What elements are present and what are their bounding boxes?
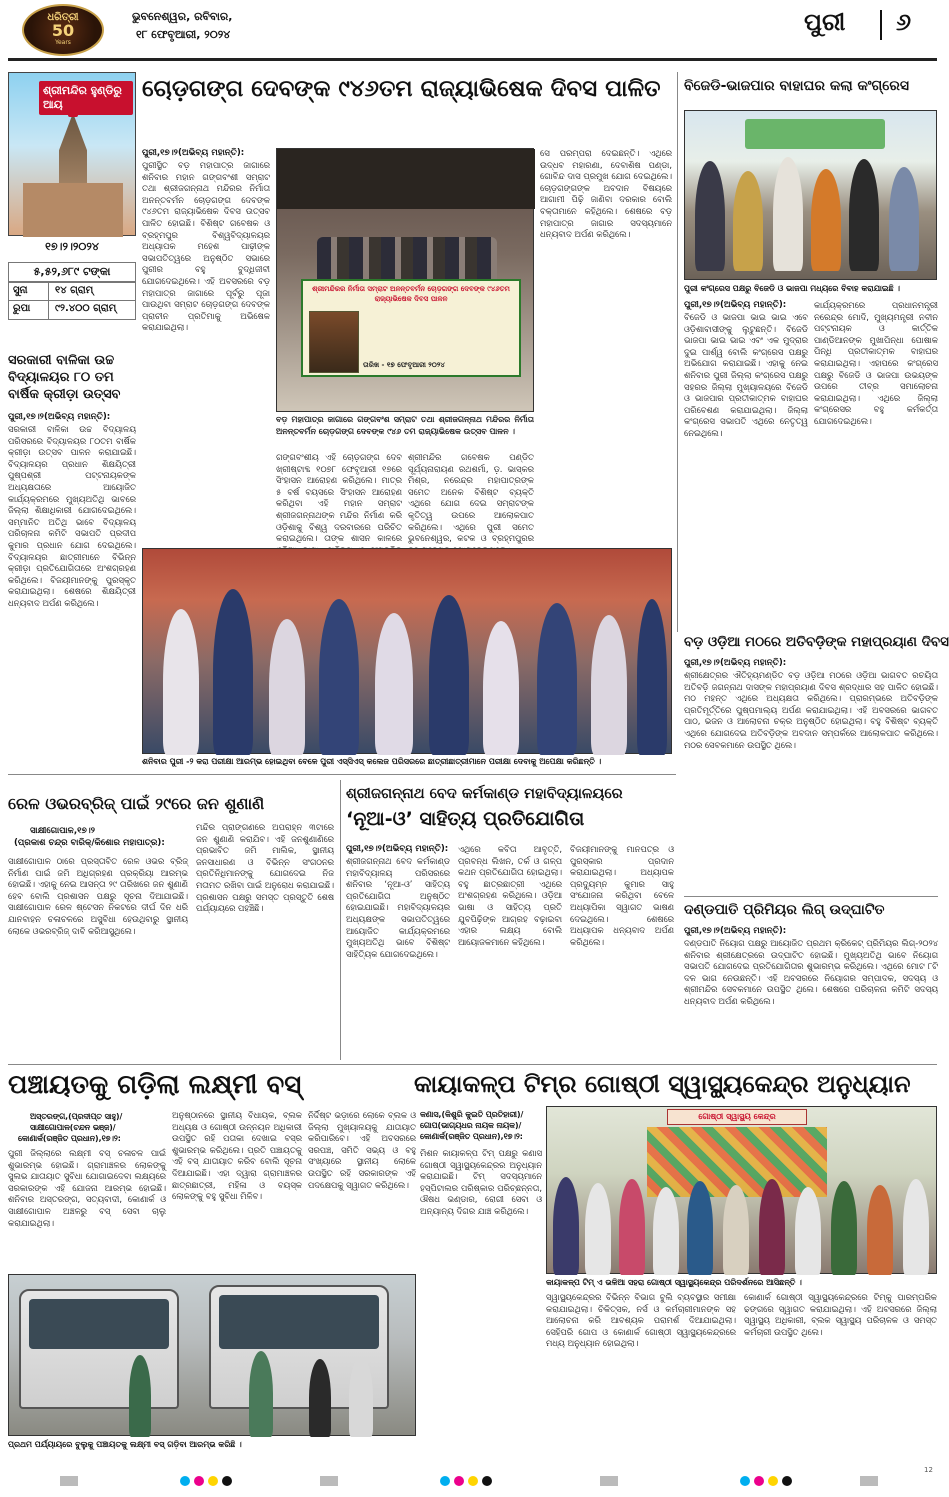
- kayakalpa-dateline-1: କଣାସ,(କିଶୁରି କୁଇତି ପ୍ରତିହାରୀ)/: [420, 1110, 524, 1119]
- kayakalpa-dateline-2: ଗୋପ(ଭାଗ୍ୟଧର ନାୟକ ନାୟକ)/: [420, 1121, 522, 1130]
- coronation-headline: ଚୋଡ଼ଗଙ୍ଗ ଦେବଙ୍କ ୯୪୬ତମ ରାଜ୍ୟାଭିଷେକ ଦିବସ ପାଳିତ: [142, 76, 661, 102]
- congress-headline: ବିଜେଡି-ଭାଜପାର ବାହାଘର କଲା କଂଗ୍ରେସ: [684, 78, 909, 94]
- yellow-dot: [468, 1476, 478, 1486]
- veda-rule: [340, 780, 341, 1060]
- masthead-rule: [8, 58, 937, 61]
- veda-dateline: ପୁରୀ,୧୭।୨(ଅଭିବ୍ୟ ମହାନ୍ତି):: [346, 844, 449, 854]
- veda-col-1: ଶ୍ରୀଜଗନ୍ନାଥ ବେଦ କର୍ମକାଣ୍ଡ ମହାବିଦ୍ୟାଳୟ ପରିସରରେ ଶନିବାର ‘ନୂଆ-ଓ’ ସାହିତ୍ୟ ପ୍ରତିଯୋଗିତା ଅନୁଷ୍ଠିତ ହୋଇଯାଇଛି। ମହାବିଦ୍ୟାଳୟର ଅଧ୍ୟକ୍ଷଙ୍କ ସଭାପତିତ୍ୱରେ ଆୟୋଜିତ କାର୍ଯ୍ୟକ୍ରମରେ ମୁଖ୍ୟଅତିଥି ଭାବେ ବିଶିଷ୍ଟ ସାହିତ୍ୟିକ ଯୋଗଦେଇଥିଲେ।: [346, 856, 450, 959]
- congress-col-2: କାର୍ଯ୍ୟକ୍ରମରେ ପ୍ରଧାନମନ୍ତ୍ରୀ ନରେନ୍ଦ୍ର ମୋଦି, ମୁଖ୍ୟମନ୍ତ୍ରୀ ନବୀନ ପଟ୍ଟନାୟକ ଓ କାର୍ତ୍ତିକ ପାଣ୍ଡିଆନଙ୍କ ମୁଖାପିନ୍ଧା ପୋଷାକ ପିନ୍ଧି ପ୍ରତୀକାତ୍ମକ ବାହାଘର କରାଯାଇଥିଲା। ଏହାପରେ କଂଗ୍ରେସ ପକ୍ଷରୁ ବିଜେଡି ଓ ଭାଜପା ଉଭୟଙ୍କ ଉପରେ ତୀବ୍ର ସମାଲୋଚନା କରାଯାଇଥିଲା। ଏଥିରେ ଜିଲ୍ଲା କଂଗ୍ରେସର ବହୁ କର୍ମକର୍ତ୍ତା ଯୋଗଦେଇଥିଲେ।: [814, 300, 938, 426]
- silver-label: ରୁପା: [9, 301, 49, 319]
- bus-dateline-1: ଅସ୍ତରଙ୍ଗ,(ପ୍ରଦୀପ୍ତ ସାହୁ)/: [30, 1112, 123, 1121]
- black-dot: [222, 1476, 232, 1486]
- rail-col-2: ମନ୍ଦିର ପ୍ରାଙ୍ଗଣରେ ଅପରାହ୍ନ ୩ଟାରେ ଜନ ଶୁଣାଣି କରାଯିବ। ଏହି ଜନଶୁଣାଣିରେ ପ୍ରଭାବିତ ଜମି ମାଲିକ, ସ୍ଥାନୀୟ ଜନସାଧାରଣ ଓ ବିଭିନ୍ନ ସଂଗଠନର ପ୍ରତିନିଧିମାନଙ୍କୁ ଯୋଗଦେଇ ନିଜ ମତାମତ ରଖିବା ପାଇଁ ଅନୁରୋଧ କରାଯାଇଛି। ପ୍ରଶାସନ ପକ୍ଷରୁ ସମସ୍ତ ପ୍ରସ୍ତୁତି ଶେଷ ପର୍ଯ୍ୟାୟରେ ପହଞ୍ଚିଛି।: [196, 822, 334, 914]
- srimandir-title: ଶ୍ରୀମନ୍ଦିର ହୁଣ୍ଡିରୁ ଆୟ: [39, 81, 133, 115]
- gold-label: ସୁନା: [9, 283, 49, 300]
- dharitri-50-logo: [22, 4, 104, 56]
- cmyk-dots-center: [440, 1476, 492, 1486]
- column-rule-right: [677, 72, 678, 632]
- srimandir-date: ୧୭।୨।୨୦୨୪: [45, 240, 99, 253]
- magenta-dot: [194, 1476, 204, 1486]
- footer-gray-block-2: [320, 1476, 338, 1486]
- bus-caption: ପ୍ରଥମ ପର୍ଯ୍ୟାୟରେ ବୁଲୁକୁ ପଞ୍ଚାୟତକୁ ଲକ୍ଷ୍ମୀ ବସ୍ ଗଡ଼ିବା ଆରମ୍ଭ କରିଛି ।: [8, 1440, 242, 1449]
- coronation-col-4: ସେ ପରମ୍ପରା ଦେଇଛନ୍ତି। ଏଥିରେ ଉଦ୍ଧବ ମହାରଣା, ଦେବାଶିଷ ପଣ୍ଡା, ଗୋବିନ୍ଦ ଦାସ ପ୍ରମୁଖ ଯୋଗ ଦେଇଥିଲେ। ଚୋଡ଼ଗଙ୍ଗଙ୍କ ଅବଦାନ ବିଷୟରେ ଆଗାମୀ ପିଢ଼ି ଜାଣିବା ଦରକାର ବୋଲି ବକ୍ତାମାନେ କହିଥିଲେ। ଶେଷରେ ବଡ଼ ମହାପାତ୍ର ଜାଗାର ସଦସ୍ୟମାନେ ଧନ୍ୟବାଦ ଅର୍ପଣ କରିଥିଲେ।: [540, 148, 672, 240]
- masthead: [0, 0, 945, 60]
- badaodia-body: ଶ୍ରୀକ୍ଷେତ୍ରର ଐତିହ୍ୟମଣ୍ଡିତ ବଡ଼ ଓଡ଼ିଆ ମଠରେ ଓଡ଼ିଆ ଭାଗବତ ରଚୟିତା ଅତିବଡ଼ି ଜଗନ୍ନାଥ ଦାସଙ୍କ ମହାପ୍ରୟାଣ ଦିବସ ଶ୍ରଦ୍ଧାର ସହ ପାଳିତ ହୋଇଛି। ମଠ ମହନ୍ତ ଏଥିରେ ଅଧ୍ୟକ୍ଷତା କରିଥିଲେ। ପ୍ରାରମ୍ଭରେ ଅତିବଡ଼ିଙ୍କ ପ୍ରତିମୂର୍ତ୍ତିରେ ପୁଷ୍ପମାଲ୍ୟ ଅର୍ପଣ କରାଯାଇଥିଲା। ଏହି ଅବସରରେ ଭାଗବତ ପାଠ, ଭଜନ ଓ ଆଲୋଚନା ଚକ୍ର ଅନୁଷ୍ଠିତ ହୋଇଥିଲା। ବହୁ ବିଶିଷ୍ଟ ବ୍ୟକ୍ତି ଏଥିରେ ଯୋଗଦେଇ ଅତିବଡ଼ିଙ୍କ ଅବଦାନ ସମ୍ପର୍କରେ ଆଲୋକପାତ କରିଥିଲେ। ମଠର ସେବକମାନେ ଉପସ୍ଥିତ ଥିଲେ।: [684, 670, 938, 750]
- kayakalpa-headline: କାୟାକଳ୍ପ ଟିମ୍‌ର ଗୋଷ୍ଠୀ ସ୍ୱାସ୍ଥ୍ୟକେନ୍ଦ୍ର ଅନୁଧ୍ୟାନ: [414, 1070, 911, 1098]
- row-gold: [9, 283, 135, 301]
- temple-image: [23, 113, 123, 237]
- coronation-dateline: ପୁରୀ,୧୭।୨(ଅଭିବ୍ୟ ମହାନ୍ତି):: [142, 148, 245, 158]
- footer-gray-block-4: [860, 1476, 878, 1486]
- cyan-dot: [440, 1476, 450, 1486]
- dandapati-body: ଦଣ୍ଡପାତି ନିୟୋଗ ପକ୍ଷରୁ ଆୟୋଜିତ ପ୍ରଥମ କ୍ରିକେଟ୍ ପ୍ରିମିୟର ଲିଗ୍-୨୦୨୪ ଶନିବାର ଶ୍ରୀକ୍ଷେତ୍ରରେ ଉଦ୍‌ଘାଟିତ ହୋଇଛି। ମୁଖ୍ୟଅତିଥି ଭାବେ ନିୟୋଗ ସଭାପତି ଯୋଗଦେଇ ପ୍ରତିଯୋଗିତାର ଶୁଭାରମ୍ଭ କରିଥିଲେ। ଏଥିରେ ମୋଟ ୮ଟି ଦଳ ଭାଗ ନେଉଛନ୍ତି। ଏହି ଅବସରରେ ନିୟୋଗର ସମ୍ପାଦକ, ସଦସ୍ୟ ଓ ଶ୍ରୀମନ୍ଦିର ସେବକମାନେ ଉପସ୍ଥିତ ଥିଲେ। ଶେଷରେ ପରିଚାଳନା କମିଟି ସଦସ୍ୟ ଧନ୍ୟବାଦ ଅର୍ପଣ କରିଥିଲେ।: [684, 938, 938, 1006]
- dandapati-dateline: ପୁରୀ,୧୭।୨(ଅଭିବ୍ୟ ମହାନ୍ତି):: [684, 926, 787, 936]
- kayakalpa-caption: କାୟାକଳ୍ପ ଟିମ୍ ଏ ଭଳିଆ ସହରା ଗୋଷ୍ଠୀ ସ୍ୱାସ୍ଥ୍ୟକେନ୍ଦ୍ର ପରିଦର୍ଶନରେ ଆସିଛନ୍ତି ।: [546, 1278, 802, 1287]
- school-headline: ସରକାରୀ ବାଳିକା ଉଚ୍ଚ ବିଦ୍ୟାଳୟର ୮୦ ତମ ବାର୍ଷିକ କ୍ରୀଡ଼ା ଉତ୍ସବ: [8, 353, 121, 402]
- coronation-col-3: ଶ୍ରୀମନ୍ଦିର ଗବେଷକ ପଣ୍ଡିତ ସୂର୍ଯ୍ୟନାରାୟଣ ରଥଶର୍ମା, ଡ଼. ଭାସ୍କର ମିଶ୍ର, ନରେନ୍ଦ୍ର ମହାପାତ୍ରଙ୍କ ସମେତ ଅନେକ ବିଶିଷ୍ଟ ବ୍ୟକ୍ତି ଏଥିରେ ଯୋଗ ଦେଇ ସମ୍ରାଟଙ୍କ କୃତିତ୍ୱ ଉପରେ ଆଲୋକପାତ କରିଥିଲେ। ଏଥିରେ ପୁରୀ ସମେତ ଭୁବନେଶ୍ୱର, କଟକ ଓ ବ୍ରହ୍ମପୁରର: [408, 452, 534, 544]
- footer-gray-block-3: [600, 1476, 618, 1486]
- congress-caption: ପୁରୀ କଂଗ୍ରେସ ପକ୍ଷରୁ ବିଜେଡି ଓ ଭାଜପା ମଧ୍ୟରେ ବିବାହ କରାଯାଇଛି ।: [684, 284, 901, 293]
- badaodia-headline: ବଡ଼ ଓଡ଼ିଆ ମଠରେ ଅତିବଡ଼ିଙ୍କ ମହାପ୍ରୟାଣ ଦିବସ: [684, 634, 949, 650]
- school-body: ସରକାରୀ ବାଳିକା ଉଚ୍ଚ ବିଦ୍ୟାଳୟ ପରିସରରେ ବିଦ୍ୟାଳୟର ୮୦ତମ ବାର୍ଷିକ କ୍ରୀଡ଼ା ଉତ୍ସବ ପାଳନ କରାଯାଇଛି। ବିଦ୍ୟାଳୟର ପ୍ରଧାନ ଶିକ୍ଷୟିତ୍ରୀ ପୁଷ୍ପଶ୍ରୀ ପଟ୍ଟନାୟକଙ୍କ ଅଧ୍ୟକ୍ଷତାରେ ଆୟୋଜିତ କାର୍ଯ୍ୟକ୍ରମରେ ମୁଖ୍ୟଅତିଥି ଭାବରେ ଜିଲ୍ଲା ଶିକ୍ଷାଧିକାରୀ ଯୋଗଦେଇଥିଲେ। ସମ୍ମାନିତ ଅତିଥି ଭାବେ ବିଦ୍ୟାଳୟ ପରିଚାଳନା କମିଟି ସଭାପତି ପ୍ରଦୀପ କୁମାର ପ୍ରଧାନ ଯୋଗ ଦେଇଥିଲେ। ବିଦ୍ୟାଳୟର ଛାତ୍ରୀମାନେ ବିଭିନ୍ନ କ୍ରୀଡ଼ା ପ୍ରତିଯୋଗିତାରେ ଅଂଶଗ୍ରହଣ କରିଥିଲେ। ବିଜୟୀମାନଙ୍କୁ ପୁରସ୍କୃତ କରାଯାଇଥିଲା। ଶେଷରେ ଶିକ୍ଷୟିତ୍ରୀ ଧନ୍ୟବାଦ ଅର୍ପଣ କରିଥିଲେ।: [8, 424, 136, 608]
- congress-dateline: ପୁରୀ,୧୭।୨(ଅଭିବ୍ୟ ମହାନ୍ତି):: [684, 300, 787, 310]
- bus-photo: [8, 1274, 416, 1436]
- veda-col-2: ଏଥିରେ କବିତା ଆବୃତ୍ତି, ପ୍ରବନ୍ଧ ଲିଖନ, ତର୍କ ଓ ଗଳ୍ପ କଥନ ପ୍ରତିଯୋଗିତା ହୋଇଥିଲା। ବହୁ ଛାତ୍ରଛାତ୍ରୀ ଏଥିରେ ଅଂଶଗ୍ରହଣ କରିଥିଲେ। ଓଡ଼ିଆ ଭାଷା ଓ ସାହିତ୍ୟ ପ୍ରତି ଯୁବପିଢ଼ିଙ୍କ ଆଗ୍ରହ ବଢ଼ାଇବା ଏହାର ଲକ୍ଷ୍ୟ ବୋଲି ଆୟୋଜକମାନେ କହିଥିଲେ।: [458, 844, 562, 947]
- page-code: 12: [924, 1466, 933, 1474]
- bottom-rule: [8, 1064, 937, 1065]
- bus-col-1: ପୁରୀ ଜିଲ୍ଲାରେ ଲକ୍ଷ୍ମୀ ବସ୍ ଚଳାଚଳ ପାଇଁ ଶୁଭାରମ୍ଭ ହୋଇଛି। ଗ୍ରାମାଞ୍ଚଳର ଲୋକଙ୍କୁ ସୁଲଭ ଯାତାୟାତ ସୁବିଧା ଯୋଗାଇଦେବା ଲକ୍ଷ୍ୟରେ ସରକାରଙ୍କ ଏହି ଯୋଜନା ଆରମ୍ଭ ହୋଇଛି। ଶନିବାର ଅସ୍ତରଙ୍ଗ, ସତ୍ୟବାଦୀ, କୋଣାର୍କ ଓ ସାକ୍ଷୀଗୋପାଳ ଅଞ୍ଚଳରୁ ବସ୍ ସେବା ଚାଲୁ କରାଯାଇଥିଲା।: [8, 1148, 166, 1228]
- cmyk-dots-right: [740, 1476, 792, 1486]
- dandapati-headline: ଦଣ୍ଡପାତି ପ୍ରିମିୟର ଲିଗ୍ ଉଦ୍‌ଘାଟିତ: [684, 902, 885, 918]
- magenta-dot: [454, 1476, 464, 1486]
- cyan-dot: [740, 1476, 750, 1486]
- bus-left: [19, 1289, 179, 1409]
- coronation-col-1: ପୁରୀସ୍ଥିତ ବଡ଼ ମହାପାତ୍ର ଜାଗାରେ ଶନିବାର ମହାନ ଗଙ୍ଗବଂଶୀ ସମ୍ରାଟ ତଥା ଶ୍ରୀଜଗନ୍ନାଥ ମନ୍ଦିରର ନିର୍ମାତା ଅନନ୍ତବର୍ମନ ଚୋଡ଼ଗଙ୍ଗ ଦେବଙ୍କ ୯୪୬ତମ ରାଜ୍ୟାଭିଷେକ ଦିବସ ଉତ୍ସବ ପାଳିତ ହୋଇଛି। ବିଶିଷ୍ଟ ଗବେଷକ ଓ ବ୍ରହ୍ମପୁର ବିଶ୍ୱବିଦ୍ୟାଳୟର ଅଧ୍ୟାପକ ମହେଶ ପାଢ଼ୀଙ୍କ ସଭାପତିତ୍ୱରେ ଅନୁଷ୍ଠିତ ସଭାରେ ପୁରୀର ବହୁ ବୁଦ୍ଧିଜୀବୀ ଯୋଗଦେଇଥିଲେ। ଏହି ଅବସରରେ ବଡ଼ ମହାପାତ୍ର ଜାଗାରେ ପୂର୍ବରୁ ପୂଜା ପାଉଥିବା ସମ୍ରାଟ ଚୋଡ଼ଗଙ୍ଗ ଦେବଙ୍କ ପ୍ରାଚୀନ ପ୍ରତିମାକୁ ଅଭିଷେକ କରାଯାଇଥିଲା।: [142, 160, 270, 333]
- footer: [0, 1466, 945, 1497]
- yellow-dot: [768, 1476, 778, 1486]
- srimandir-cash: ୫,୫୨,୬୮୯ ଟଙ୍କା: [8, 262, 136, 282]
- coronation-caption: ବଡ଼ ମହାପାତ୍ର ଜାଗାରେ ଗଙ୍ଗବଂଶ ସମ୍ରାଟ ତଥା ଶ୍ରୀଜଗନ୍ନାଥ ମନ୍ଦିରର ନିର୍ମାତା ଅନନ୍ତବର୍ମନ ଚୋଡ଼ଗଙ୍ଗ ଦେବଙ୍କ ୯୪୬ ତମ ରାଜ୍ୟାଭିଷେକ ଉତ୍ସବ ପାଳନ ।: [276, 415, 534, 436]
- school-dateline: ପୁରୀ,୧୭।୨(ଅଭିବ୍ୟ ମହାନ୍ତି):: [8, 412, 111, 422]
- section-divider: [880, 10, 882, 40]
- black-dot: [482, 1476, 492, 1486]
- magenta-dot: [754, 1476, 764, 1486]
- coronation-photo: [276, 148, 534, 412]
- srimandir-box: [8, 72, 136, 236]
- logo-word: ଧରିତ୍ରୀ: [47, 12, 79, 23]
- bus-headline: ପଞ୍ଚାୟତକୁ ଗଡ଼ିଲା ଲକ୍ଷ୍ମୀ ବସ୍: [8, 1070, 302, 1100]
- rail-headline: ରେଳ ଓଭରବ୍ରିଜ୍ ପାଇଁ ୨୯ରେ ଜନ ଶୁଣାଣି: [8, 794, 265, 813]
- logo-number: 50: [51, 21, 75, 40]
- coronation-col-2: ଗଙ୍ଗବଂଶୀୟ ଏହି ଚୋଡ଼ଗଙ୍ଗ ଦେବ ଖ୍ରୀଷ୍ଟାବ୍ଦ ୧୦୭୮ ଫେବୃଆରୀ ୧୭ରେ ସିଂହାସନ ଆରୋହଣ କରିଥିଲେ। ମାତ୍ର ୫ ବର୍ଷ ବୟସରେ ସିଂହାସନ ଆରୋହଣ କରିଥିବା ଏହି ମହାନ ସମ୍ରାଟ ଶ୍ରୀଜଗନ୍ନାଥଙ୍କ ମନ୍ଦିର ନିର୍ମାଣ କରି ଓଡ଼ିଶାକୁ ବିଶ୍ୱ ଦରବାରରେ ପରିଚିତ କରାଇଥିଲେ। ତାଙ୍କ ଶାସନ କାଳରେ: [276, 452, 402, 544]
- health-centre-sign: [667, 1109, 807, 1125]
- congress-col-1: ବିଜେଡି ଓ ଭାଜପା ଭାଇ ଭାଇ ଏବେ ଓଡ଼ିଶାବାସୀଙ୍କୁ ଲୁଟୁଛନ୍ତି। ବିଜେଡି ଭାଜପା ଭାଇ ଭାଇ ଏବଂ ଏକ ମୁଦ୍ରାର ଦୁଇ ପାର୍ଶ୍ୱ ବୋଲି କଂଗ୍ରେସ ପକ୍ଷରୁ ଅଭିଯୋଗ କରାଯାଇଛି। ଏହାକୁ ନେଇ ଶନିବାର ପୁରୀ ଜିଲ୍ଲା କଂଗ୍ରେସ ପକ୍ଷରୁ ସହରର ଜିଲ୍ଲା ମୁଖ୍ୟାଳୟରେ ବିଜେଡି ଓ ଭାଜପାର ପ୍ରତୀକାତ୍ମକ ବାହାଘର ପରିବେଶଣ କରାଯାଇଥିଲା। ଜିଲ୍ଲା କଂଗ୍ରେସ ସଭାପତି ଏଥିରେ ନେତୃତ୍ୱ ନେଇଥିଲେ।: [684, 312, 808, 438]
- page-number: ୬: [896, 8, 912, 36]
- congress-photo: [684, 110, 937, 280]
- row-silver: [9, 301, 135, 319]
- bus-col-2: ଅନୁଷ୍ଠାନରେ ସ୍ଥାନୀୟ ବିଧାୟକ, ବ୍ଲକ ଅଧ୍ୟକ୍ଷ ଓ ଗୋଷ୍ଠୀ ଉନ୍ନୟନ ଅଧିକାରୀ ଉପସ୍ଥିତ ରହି ପତାକା ଦେଖାଇ ବସ୍‌ର ଶୁଭାରମ୍ଭ କରିଥିଲେ। ପ୍ରତି ପଞ୍ଚାୟତକୁ ଏହି ବସ୍ ଯାତାୟାତ କରିବ ବୋଲି ସୂଚନା ଦିଆଯାଇଛି। ଏହା ଦ୍ୱାରା ଗ୍ରାମାଞ୍ଚଳର ଛାତ୍ରଛାତ୍ରୀ, ମହିଳା ଓ ବୟସ୍କ ଲୋକଙ୍କୁ ବହୁ ସୁବିଧା ମିଳିବ।: [172, 1110, 302, 1202]
- place-day: ଭୁବନେଶ୍ୱର, ରବିବାର,: [132, 10, 233, 23]
- coronation-banner: [301, 279, 521, 377]
- veda-headline-2: ‘ନୂଆ-ଓ’ ସାହିତ୍ୟ ପ୍ରତିଯୋଗିତା: [346, 808, 585, 830]
- bus-dateline-2: ସାକ୍ଷୀଗୋପାଳ(ଚନ୍ଦନ ଭଞ୍ଜ)/: [30, 1123, 116, 1132]
- banner-text: ଶ୍ରୀମନ୍ଦିରର ନିର୍ମାତା ସମ୍ରାଟ ଅନନ୍ତବର୍ମନ ଚୋଡ଼ଗଙ୍ଗ ଦେବଙ୍କ ୯୪୬ତମ ରାଜ୍ୟାଭିଷେକ ଦିବସ ପାଳନ: [312, 285, 510, 303]
- exam-photo: [142, 548, 672, 754]
- deity-image: [309, 311, 359, 373]
- rail-col-1: ସାକ୍ଷୀଗୋପାଳ ଠାରେ ପ୍ରସ୍ତାବିତ ରେଳ ଓଭର ବ୍ରିଜ୍ ନିର୍ମାଣ ପାଇଁ ଜମି ଅଧିଗ୍ରହଣ ପ୍ରକ୍ରିୟା ଆରମ୍ଭ ହୋଇଛି। ଏହାକୁ ନେଇ ଆସନ୍ତା ୨୯ ତାରିଖରେ ଜନ ଶୁଣାଣି ହେବ ବୋଲି ପ୍ରଶାସନ ପକ୍ଷରୁ ସୂଚନା ଦିଆଯାଇଛି। ସାକ୍ଷୀଗୋପାଳ ରେଳ ଷ୍ଟେସନ ନିକଟରେ ଦୀର୍ଘ ଦିନ ଧରି ଯାନବାହନ ଚଳାଚଳରେ ଅସୁବିଧା ହେଉଥିବାରୁ ସ୍ଥାନୀୟ ଲୋକେ ଓଭରବ୍ରିଜ୍ ଦାବି କରିଆସୁଥିଲେ।: [8, 856, 188, 936]
- cyan-dot: [180, 1476, 190, 1486]
- kayakalpa-dateline-3: କୋଣାର୍କ(ରଞ୍ଜିତ ପ୍ରଧାନ),୧୭।୨:: [420, 1132, 523, 1141]
- cmyk-dots-left: [180, 1476, 232, 1486]
- black-dot: [782, 1476, 792, 1486]
- bus-col-3: ନିର୍ଦ୍ଦିଷ୍ଟ ଭଡ଼ାରେ ଲୋକେ ବ୍ଲକ ଓ ଜିଲ୍ଲା ମୁଖ୍ୟାଳୟକୁ ଯାତାୟାତ କରିପାରିବେ। ଏହି ଅବସରରେ ସରପଞ୍ଚ, ସମିତି ସଭ୍ୟ ଓ ବହୁ ସଂଖ୍ୟାରେ ସ୍ଥାନୀୟ ଲୋକେ ଉପସ୍ଥିତ ରହି ସରକାରଙ୍କ ଏହି ପଦକ୍ଷେପକୁ ସ୍ୱାଗତ କରିଥିଲେ।: [308, 1110, 416, 1190]
- rail-dateline-2: (ପ୍ରକାଶ ଚନ୍ଦ୍ର ବାରିକ୍‌/କିଶୋର ମହାପାତ୍ର):: [14, 838, 165, 848]
- section-name: ପୁରୀ: [804, 8, 846, 36]
- srimandir-table: [8, 282, 136, 320]
- footer-gray-block-1: [60, 1476, 78, 1486]
- badaodia-dateline: ପୁରୀ,୧୭।୨(ଅଭିବ୍ୟ ମହାନ୍ତି):: [684, 658, 787, 668]
- dandapati-rule: [684, 896, 938, 897]
- bus-dateline-3: କୋଣାର୍କ(ରଞ୍ଜିତ ପ୍ରଧାନ),୧୭।୨:: [18, 1134, 121, 1143]
- veda-headline-1: ଶ୍ରୀଜଗନ୍ନାଥ ବେଦ କର୍ମକାଣ୍ଡ ମହାବିଦ୍ୟାଳୟରେ: [346, 786, 623, 802]
- kayakalpa-col-1: ମିଶନ କାୟାକଳ୍ପ ଟିମ୍ ପକ୍ଷରୁ କଣାସ ଗୋଷ୍ଠୀ ସ୍ୱାସ୍ଥ୍ୟକେନ୍ଦ୍ରର ଅନୁଧ୍ୟାନ କରାଯାଇଛି। ଟିମ୍ ସଦସ୍ୟମାନେ ହସ୍ପିଟାଲର ପରିଷ୍କାର ପରିଚ୍ଛନ୍ନତା, ଔଷଧ ଭଣ୍ଡାର, ରୋଗୀ ସେବା ଓ ଅନ୍ୟାନ୍ୟ ଦିଗର ଯାଞ୍ଚ କରିଥିଲେ।: [420, 1148, 542, 1216]
- mid-rule: [8, 774, 676, 775]
- banner-date: ତାରିଖ - ୧୭ ଫେବୃଆରୀ ୨୦୨୪: [363, 361, 445, 369]
- rail-dateline: ସାକ୍ଷୀଗୋପାଳ,୧୭।୨: [30, 826, 95, 836]
- kayakalpa-col-2: ସ୍ୱାସ୍ଥ୍ୟକେନ୍ଦ୍ରର ବିଭିନ୍ନ ବିଭାଗ ବୁଲି ବ୍ୟବସ୍ଥାର ସମୀକ୍ଷା କରାଯାଇଥିଲା। ଚିକିତ୍ସକ, ନର୍ସ ଓ କର୍ମଚାରୀମାନଙ୍କ ସହ ଆଲୋଚନା କରି ଆବଶ୍ୟକ ପରାମର୍ଶ ଦିଆଯାଇଥିଲା। ସେହିପରି ଗୋପ ଓ କୋଣାର୍କ ଗୋଷ୍ଠୀ ସ୍ୱାସ୍ଥ୍ୟକେନ୍ଦ୍ରରେ ମଧ୍ୟ ଅନୁଧ୍ୟାନ ହୋଇଥିଲା।: [546, 1292, 736, 1349]
- issue-date: ୧୮ ଫେବୃଆରୀ, ୨୦୨୪: [136, 28, 231, 41]
- kayakalpa-col-3: କୋଣାର୍କ ଗୋଷ୍ଠୀ ସ୍ୱାସ୍ଥ୍ୟକେନ୍ଦ୍ରରେ ଟିମ୍‌କୁ ପାରମ୍ପରିକ ଢଙ୍ଗରେ ସ୍ୱାଗତ କରାଯାଇଥିଲା। ଏହି ଅବସରରେ ଜିଲ୍ଲା ସ୍ୱାସ୍ଥ୍ୟ ଅଧିକାରୀ, ବ୍ଲକ ସ୍ୱାସ୍ଥ୍ୟ ପରିଚାଳକ ଓ ସମସ୍ତ କର୍ମଚାରୀ ଉପସ୍ଥିତ ଥିଲେ।: [744, 1292, 937, 1337]
- yellow-dot: [208, 1476, 218, 1486]
- exam-photo-caption: ଶନିବାର ପୁରୀ -୨ କରା ପରୀକ୍ଷା ଆରମ୍ଭ ହୋଇଥିବା ବେଳେ ପୁରୀ ଏସ୍‌ସିଏସ୍ କଲେଜ ପରିସରରେ ଛାତ୍ରୀଛାତ୍ରୀମାନେ ପରୀକ୍ଷା ଦେବାକୁ ଅପେକ୍ଷା କରିଛନ୍ତି ।: [142, 757, 602, 766]
- gold-value: ୧୪ ଗ୍ରାମ୍: [55, 285, 94, 296]
- kayakalpa-photo: [546, 1106, 937, 1274]
- sign-text: ଗୋଷ୍ଠୀ ସ୍ୱାସ୍ଥ୍ୟ କେନ୍ଦ୍ର: [698, 1112, 776, 1121]
- silver-value: ୯୨.୪୦୦ ଗ୍ରାମ୍: [55, 303, 117, 314]
- logo-sub: Years: [55, 39, 71, 46]
- veda-col-3: ବିଜୟୀମାନଙ୍କୁ ମାନପତ୍ର ଓ ପୁରସ୍କାର ପ୍ରଦାନ କରାଯାଇଥିଲା। ଅଧ୍ୟାପକ ପ୍ରଦ୍ୟୁମ୍ନ କୁମାର ସାହୁ ସଂଯୋଜନା କରିଥିବା ବେଳେ ଅଧ୍ୟାପିକା ସ୍ୱାଗତ ଭାଷଣ ଦେଇଥିଲେ। ଶେଷରେ ଅଧ୍ୟାପକ ଧନ୍ୟବାଦ ଅର୍ପଣ କରିଥିଲେ।: [570, 844, 674, 947]
